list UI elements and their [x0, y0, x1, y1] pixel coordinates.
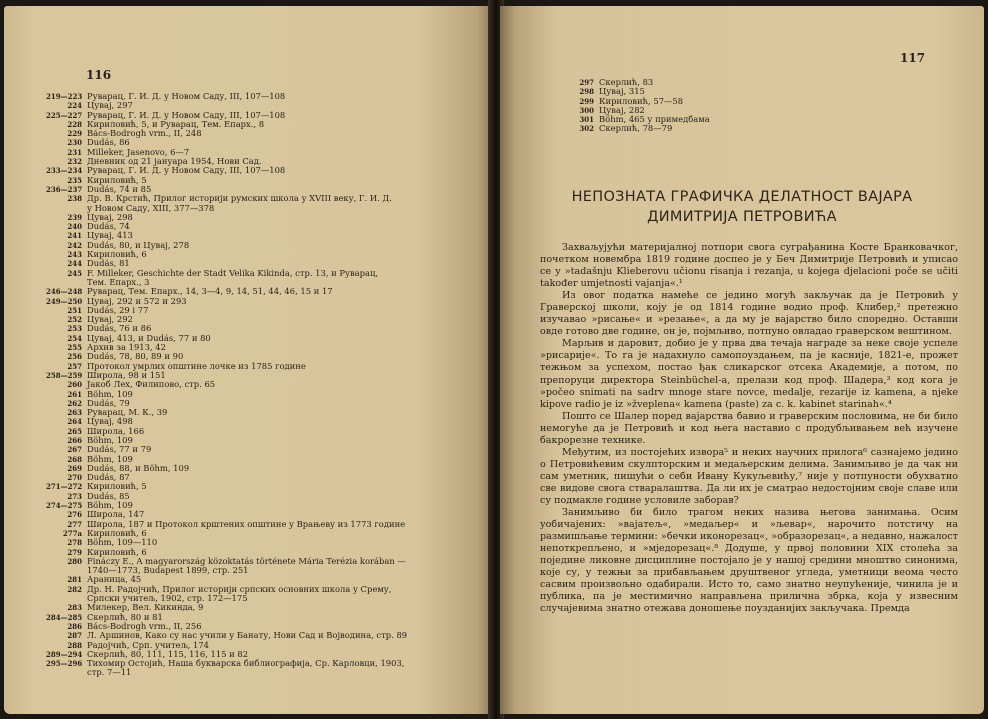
footnote-number: 224 — [67, 101, 82, 111]
footnote-text: Кириловић, 6 — [87, 546, 147, 557]
footnote-text: Цуваj, 498 — [87, 416, 133, 427]
footnote-text: Цуваj, 413, и Dudás, 77 и 80 — [87, 332, 211, 343]
article-title-line-1: НЕПОЗНАТА ГРАФИЧКА ДЕЛАТНОСТ ВАЈАРА — [571, 189, 913, 205]
left-footnote-list — [46, 91, 408, 678]
footnote-text: Дневник од 21 јануара 1954, Нови Сад. — [87, 156, 262, 167]
footnote-number: 264 — [67, 417, 82, 427]
footnote-text: Тем. Епарх., 3 — [87, 276, 150, 287]
footnote-number: 228 — [67, 119, 82, 129]
footnote-text: Тихомир Остојић, Наша букварска библиографија, Ср. Карловци, 1903, — [87, 658, 405, 669]
footnote-text: Кириловић, 6 — [87, 249, 147, 260]
footnote-text: Dudás, 76 и 86 — [87, 323, 152, 334]
footnote-number: 258—259 — [46, 370, 83, 380]
footnote-text: Цуваj, 297 — [87, 100, 133, 111]
footnote-number: 225—227 — [46, 110, 83, 120]
body-paragraph: Занимљиво би било трагом неких назива његова занимања. Осим уобичајених: »вајатељ«, »медаљер« и »љевар«, нарочито потстичу на размишљање термини: »бечки иконорезац«, »образорезац«, а недавно, нажалост непоткрепљено, и »мједорезац«.⁸ Додуше, у првој половини XIX столећа за поједине ликовне дисциплине постојало је у нашој средини мноштво синонима, које су, у тежњи за прибављањем друштвеног угледа, уметници веома често сасвим произвољно одабирали. Исто то, само знатно неупућеније, чинила је и публика, па је местимично направљена прилична збрка, која у извесним случајевима знатно отежава доношење поузданијих закључака. Премда — [540, 507, 958, 615]
footnote-number: 280 — [67, 556, 82, 566]
footnote-text: Скерлић, 78—79 — [599, 123, 673, 134]
footnote-number: 276 — [67, 510, 82, 520]
footnote-text: Dudás, 81 — [87, 258, 130, 269]
right-page — [500, 6, 984, 714]
footnote-text: Протокол умрлих општине лочке из 1785 године — [87, 360, 306, 371]
footnote-text: Dudás, 85 — [87, 490, 130, 501]
footnote-text: Милекер, Вел. Кикинда, 9 — [87, 602, 204, 613]
footnote-row — [558, 124, 710, 133]
footnote-number: 263 — [67, 408, 82, 418]
footnote-row — [67, 249, 407, 260]
footnote-text: Српски учитељ, 1902, стр. 172—175 — [87, 593, 248, 604]
footnote-number: 232 — [67, 157, 82, 167]
footnote-number: 253 — [67, 324, 82, 334]
footnote-text: Араница, 45 — [87, 574, 142, 585]
footnote-row — [67, 211, 407, 222]
footnote-text: Кириловић, 5 — [87, 174, 147, 185]
footnote-text: Böhm, 465 у примедбама — [599, 114, 710, 125]
footnote-number: 273 — [67, 491, 82, 501]
footnote-text: Руварац, Г. И. Д. у Новом Саду, III, 107—108 — [87, 91, 286, 101]
footnote-number: 271—272 — [46, 482, 83, 492]
footnote-row — [67, 304, 407, 315]
footnote-text: Архив за 1913, 42 — [87, 342, 166, 353]
footnote-text: Широла, 187 и Протокол крштених општине у Врањеву из 1773 године — [87, 518, 406, 529]
footnote-text: Dudás, 88, и Böhm, 109 — [87, 462, 190, 473]
footnote-number: 254 — [67, 333, 82, 343]
footnote-text: Böhm, 109 — [87, 500, 133, 511]
body-paragraph: Из овог податка намеће се једино могућ закључак да је Петровић у Граверској школи, коју је од 1814 године водио проф. Клибер,² претежно изучавао »рисање« и »резање«, а да му је вајарство било споредно. Оставши овде готово две године, он је, појмљиво, потпуно овладао граверском вештином. — [540, 290, 958, 338]
footnote-text: Руварац, Тем. Епарх., 14, 3—4, 9, 14, 51, 44, 46, 15 и 17 — [87, 286, 333, 297]
footnote-row — [67, 490, 407, 501]
footnote-text: Böhm, 109 — [87, 434, 133, 445]
footnote-row — [67, 444, 407, 455]
footnote-number: 251 — [67, 305, 82, 315]
footnote-row — [67, 425, 407, 436]
footnote-number: 274—275 — [46, 501, 83, 511]
footnote-number: 277a — [62, 528, 82, 538]
footnote-row — [46, 658, 407, 669]
footnote-text: Кириловић, 6 — [87, 527, 147, 538]
footnote-text: Böhm, 109 — [87, 453, 133, 464]
footnote-number: 256 — [67, 352, 82, 362]
footnote-number: 244 — [67, 259, 82, 269]
footnote-number: 300 — [579, 105, 594, 115]
footnote-text: Цуваj, 282 — [599, 104, 645, 115]
footnote-text: Широла, 147 — [87, 509, 145, 520]
footnote-number: 298 — [579, 87, 594, 97]
footnote-text: Цуваj, 292 — [87, 314, 133, 325]
footnote-text: Bács-Bodrogh vrm., II, 256 — [87, 620, 202, 631]
footnote-text: Dudás, 74 и 85 — [87, 183, 152, 194]
footnote-number: 288 — [67, 640, 82, 650]
footnote-text: Böhm, 109 — [87, 388, 133, 399]
body-paragraph: Марљив и даровит, добио је у прва два течаја награде за неке своје успеле »рисарије«. То га је надахнуло самопоуздањем, па је касније, 1821-е, прожет тежњом за успехом, постао ђак сликарског отсека Академије, а потом, по препоруци директора Steinbüchel-а, прелази код проф. Шадера,³ код кога је »počeo snimati na sadrv mnoge stare novce, medalje, rezarije iz kamena, a njeke kipove radio je iz »žveplena« kamena (paste) za c. k. kabinet starinah«.⁴ — [540, 338, 958, 410]
page-number-right: 117 — [900, 51, 926, 65]
footnote-number: 238 — [67, 194, 82, 204]
footnote-number: 268 — [67, 454, 82, 464]
footnote-number: 295—296 — [46, 659, 83, 669]
footnote-number: 277 — [67, 519, 82, 529]
footnote-number: 269 — [67, 463, 82, 473]
footnote-text: Кириловић, 57—58 — [599, 95, 684, 106]
body-paragraph: Захваљујући материјалној потпори свога суграђанина Косте Бранковачког, почетком новембра 1819 године доспео је у Беч Димитрије Петровић и уписао се у »tadašnju Klieberovu učionu risanja i rezanja, u kojega djelacioni poče se učiti također umjetnosti vajanja«.¹ — [540, 242, 958, 290]
footnote-text: Др. Н. Радојчић, Прилог историји српских основних школа у Срему, — [87, 583, 392, 594]
footnote-row — [88, 668, 407, 677]
footnote-number: 260 — [67, 380, 82, 390]
footnote-text: Dudás, 86 — [87, 137, 130, 148]
footnote-text: Л. Аршинов, Како су нас учили у Банату, Нови Сад и Војводина, стр. 89 — [87, 630, 408, 641]
footnote-text: Руварац, Г. И. Д. у Новом Саду, III, 107—108 — [87, 109, 286, 120]
body-paragraph: Пошто се Шалер поред вајарства бавио и граверским пословима, не би било немогуће да је Петровић и код њега наставио с продубљивањем већ изучене бакрорезне технике. — [540, 410, 958, 446]
right-footnote-list — [558, 78, 710, 134]
footnote-number: 282 — [67, 584, 82, 594]
footnote-number: 265 — [67, 426, 82, 436]
footnote-text: Dudás, 78, 80, 89 и 90 — [87, 351, 184, 362]
footnote-text: Руварац, М. К., 39 — [87, 407, 168, 418]
footnote-text: у Новом Саду, XIII, 377—378 — [87, 202, 215, 213]
footnote-number: 286 — [67, 621, 82, 631]
footnote-text: Dudás, 87 — [87, 472, 130, 483]
footnote-number: 302 — [579, 124, 594, 134]
footnote-text: Руварац, Г. И. Д. у Новом Саду, III, 107—108 — [87, 165, 286, 176]
footnote-number: 236—237 — [46, 184, 83, 194]
footnote-row — [46, 91, 407, 101]
footnote-number: 257 — [67, 361, 82, 371]
footnote-number: 301 — [579, 115, 594, 125]
body-paragraph: Међутим, из постојећих извора⁵ и неких научних прилога⁶ сазнајемо једино о Петровићевим скулпторским и медаљерским делима. Занимљиво је да чак ни сам уметник, пишући о себи Ивану Кукуљевићу,⁷ није у потпуности обухватио све видове свога стваралаштва. Да ли их је сматрао недостојним своје славе или су подмакле године условиле заборав? — [540, 446, 958, 506]
footnote-text: Böhm, 109—110 — [87, 537, 158, 548]
footnote-number: 241 — [67, 231, 82, 241]
footnote-number: 239 — [67, 212, 82, 222]
footnote-number: 230 — [67, 138, 82, 148]
footnote-number: 284—285 — [46, 612, 83, 622]
footnote-number: 255 — [67, 343, 82, 353]
footnote-row — [67, 221, 407, 232]
footnote-text: Скерлић, 80, 111, 115, 116, 115 и 82 — [87, 648, 249, 659]
footnote-number: 281 — [67, 575, 82, 585]
footnote-number: 299 — [579, 96, 594, 106]
footnote-text: Цуваj, 413 — [87, 230, 133, 241]
footnote-text: Широла, 98 и 151 — [87, 369, 166, 380]
footnote-number: 267 — [67, 445, 82, 455]
footnote-text: Цуваj, 315 — [599, 86, 645, 97]
footnote-number: 283 — [67, 603, 82, 613]
footnote-number: 246—248 — [46, 287, 83, 297]
footnote-number: 242 — [67, 240, 82, 250]
footnote-text: Јакоб Лех, Филипово, стр. 65 — [87, 379, 216, 390]
footnote-number: 249—250 — [46, 296, 83, 306]
footnote-number: 231 — [67, 147, 82, 157]
footnote-text: Dudás, 74 — [87, 221, 130, 232]
footnote-text: Dudás, 79 — [87, 397, 130, 408]
footnote-text: Радојчић, Срп. учитељ, 174 — [87, 639, 209, 650]
article-body — [540, 242, 958, 615]
footnote-number: 278 — [67, 538, 82, 548]
footnote-text: Скерлић, 80 и 81 — [87, 611, 163, 622]
footnote-number: 289—294 — [46, 649, 83, 659]
footnote-text: 1740—1773, Budapest 1899, стр. 251 — [87, 565, 249, 576]
page-number-left: 116 — [86, 68, 112, 82]
footnote-text: Bács-Bodrogh vrm., II, 248 — [87, 128, 202, 139]
footnote-text: Кириловић, 5 — [87, 481, 147, 492]
footnote-number: 266 — [67, 435, 82, 445]
footnote-text: Fináczy E., A magyarország közoktatás története Mária Terézia korában — — [87, 555, 406, 566]
footnote-text: Скерлић, 83 — [599, 77, 654, 87]
footnote-row — [46, 481, 407, 492]
footnote-text: Dudás, 80, и Цуваj, 278 — [87, 239, 190, 250]
footnote-number: 252 — [67, 315, 82, 325]
footnote-text: Dudás, 29 i 77 — [87, 304, 149, 315]
footnote-number: 243 — [67, 250, 82, 260]
footnote-row — [67, 407, 407, 418]
footnote-row — [67, 462, 407, 473]
footnote-text: стр. 7—11 — [87, 667, 132, 678]
footnote-number: 245 — [67, 268, 82, 278]
article-title — [500, 187, 984, 227]
footnote-number: 219—223 — [46, 92, 83, 101]
left-page — [4, 6, 492, 714]
footnote-number: 287 — [67, 631, 82, 641]
footnote-number: 261 — [67, 389, 82, 399]
footnote-text: Milleker, Jasenovo, 6—7 — [87, 146, 190, 157]
footnote-row — [67, 379, 407, 390]
footnote-number: 297 — [579, 78, 594, 87]
footnote-number: 262 — [67, 398, 82, 408]
footnote-row — [67, 388, 407, 399]
footnote-number: 229 — [67, 129, 82, 139]
footnote-text: Др. В. Крстић, Прилог историји румских школа у XVIII веку, Г. И. Д. — [87, 193, 392, 204]
footnote-text: Цуваj, 292 и 572 и 293 — [87, 295, 187, 306]
footnote-number: 240 — [67, 222, 82, 232]
article-title-line-2: ДИМИТРИЈА ПЕТРОВИЋА — [647, 209, 837, 225]
footnote-text: F. Milleker, Geschichte der Stadt Velika Kikinda, стр. 13, и Руварац, — [87, 267, 379, 278]
footnote-number: 235 — [67, 175, 82, 185]
footnote-number: 270 — [67, 473, 82, 483]
footnote-text: Широла, 166 — [87, 425, 145, 436]
footnote-number: 279 — [67, 547, 82, 557]
footnote-number: 233—234 — [46, 166, 83, 176]
footnote-row — [88, 204, 407, 213]
footnote-row — [67, 128, 407, 139]
footnote-text: Dudás, 77 и 79 — [87, 444, 152, 455]
footnote-text: Кириловић, 5, и Руварац, Тем. Епарх., 8 — [87, 118, 265, 129]
footnote-text: Цуваj, 298 — [87, 211, 133, 222]
